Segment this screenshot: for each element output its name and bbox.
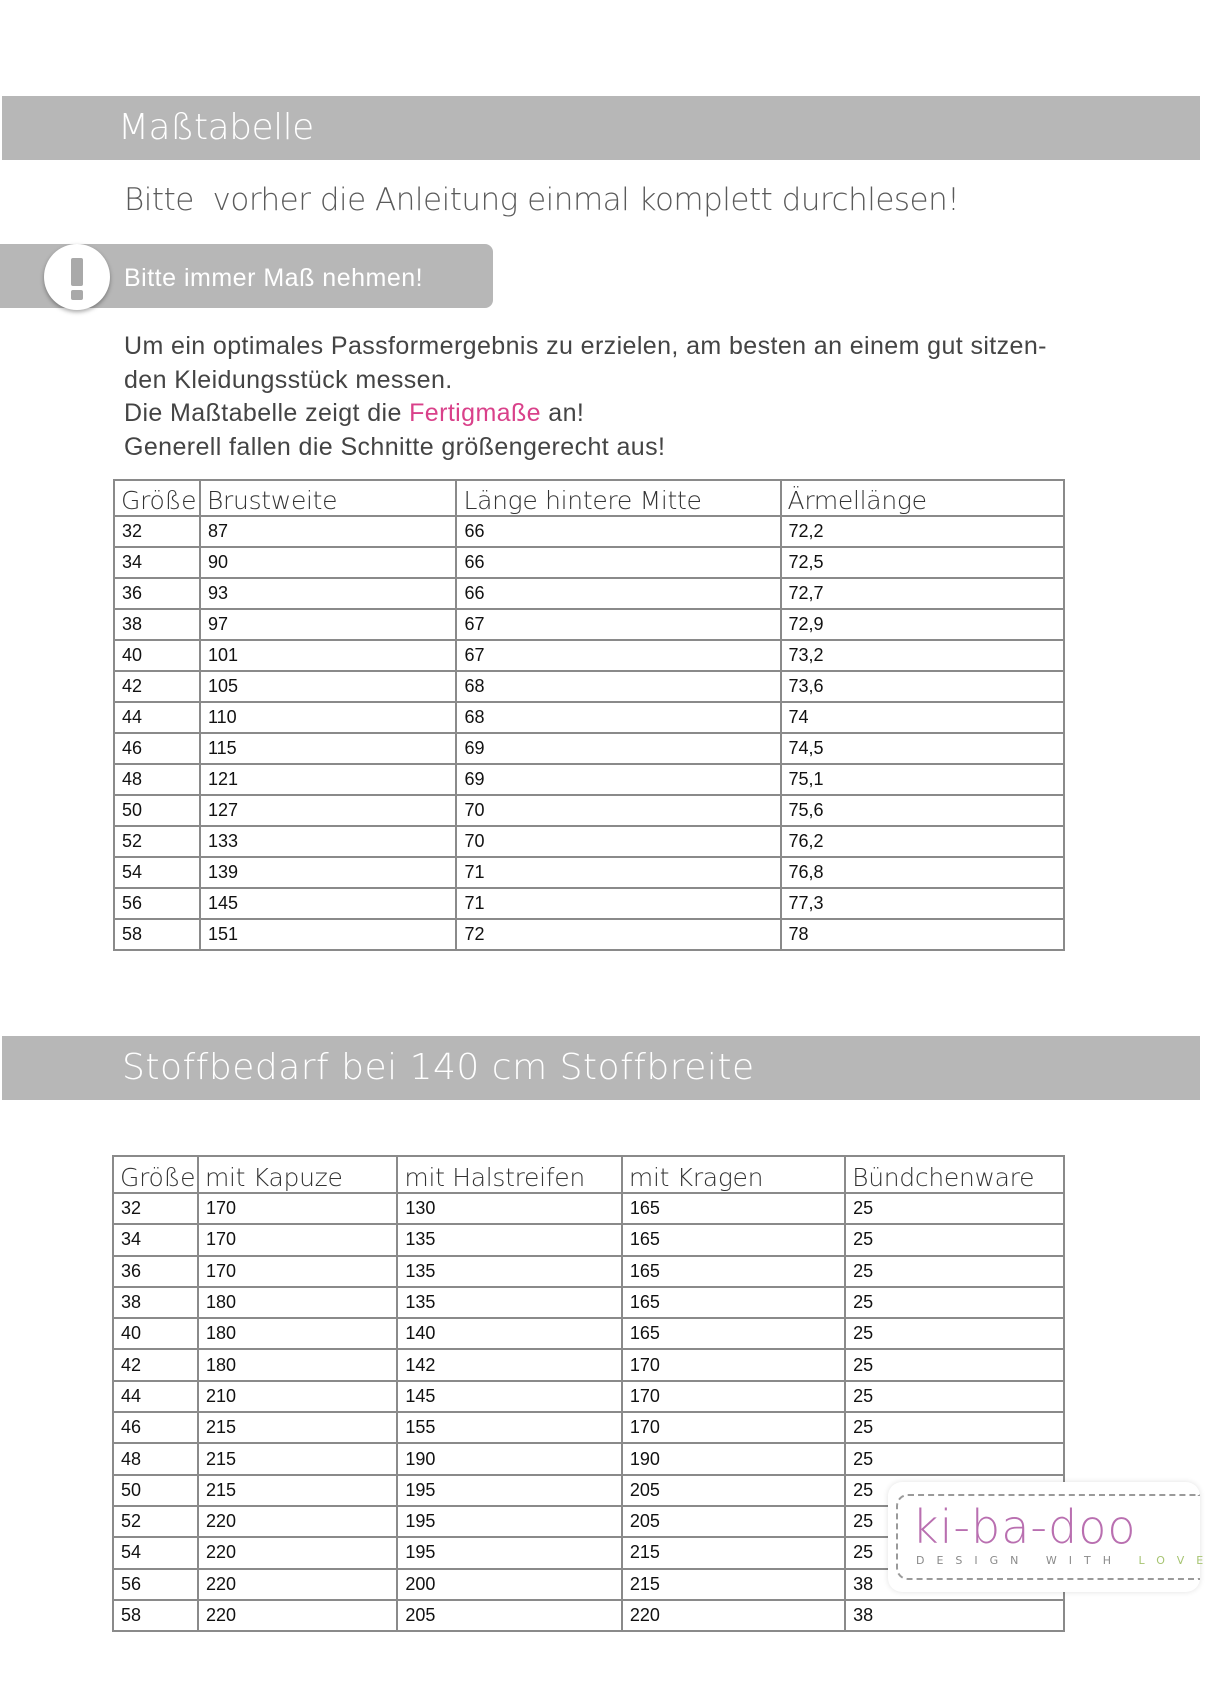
table-row [114,733,1064,764]
column-header: Länge hintere Mitte [456,480,780,516]
table-cell: 38 [114,609,200,640]
table-cell: 75,6 [781,795,1064,826]
table-cell: 72,5 [781,547,1064,578]
section-title: Stoffbedarf bei 140 cm Stoffbreite [122,1047,755,1088]
exclamation-icon [44,244,110,310]
table-cell: 180 [198,1349,397,1380]
logo-tagline [916,1554,1215,1567]
table-cell: 139 [200,857,457,888]
table-cell: 195 [397,1506,622,1537]
table-cell: 40 [113,1318,198,1349]
logo-wordmark: ki-ba-doo [912,1500,1137,1554]
table-cell: 67 [456,609,780,640]
table-row [113,1600,1064,1631]
exclamation-dot [71,290,83,300]
table-cell: 220 [198,1569,397,1600]
table-cell: 127 [200,795,457,826]
table-row [113,1224,1064,1255]
table-cell: 42 [113,1349,198,1380]
table-cell: 78 [781,919,1064,950]
table-cell: 69 [456,733,780,764]
table-cell: 25 [845,1318,1064,1349]
instructions-text: Die Maßtabelle zeigt die [124,399,410,427]
table-cell: 48 [114,764,200,795]
table-cell: 76,2 [781,826,1064,857]
table-cell: 200 [397,1569,622,1600]
notice-text: Bitte immer Maß nehmen! [124,264,424,292]
table-row [113,1193,1064,1224]
table-cell: 25 [845,1381,1064,1412]
table-cell: 165 [622,1193,845,1224]
table-cell: 52 [114,826,200,857]
table-cell: 66 [456,578,780,609]
table-row [113,1381,1064,1412]
table-cell: 71 [456,857,780,888]
table-header-row [113,1156,1064,1193]
table-row [114,764,1064,795]
table-cell: 215 [622,1537,845,1568]
table-cell: 195 [397,1475,622,1506]
table-cell: 50 [113,1475,198,1506]
table-cell: 145 [200,888,457,919]
table-cell: 34 [113,1224,198,1255]
table-cell: 38 [113,1287,198,1318]
column-header: Größe [114,480,200,516]
table-cell: 25 [845,1256,1064,1287]
table-cell: 105 [200,671,457,702]
table-cell: 135 [397,1256,622,1287]
table-cell: 73,2 [781,640,1064,671]
table-cell: 74 [781,702,1064,733]
table-cell: 25 [845,1443,1064,1474]
table-cell: 44 [114,702,200,733]
table-row [114,702,1064,733]
table-cell: 101 [200,640,457,671]
table-cell: 140 [397,1318,622,1349]
table-cell: 215 [198,1443,397,1474]
table-cell: 72,7 [781,578,1064,609]
table-cell: 76,8 [781,857,1064,888]
table-cell: 215 [622,1569,845,1600]
table-row [114,888,1064,919]
table-cell: 48 [113,1443,198,1474]
table-cell: 165 [622,1318,845,1349]
instructions-text: an! [540,399,585,427]
instructions-line: Generell fallen die Schnitte größengerecht aus! [124,432,666,461]
table-cell: 67 [456,640,780,671]
table-cell: 110 [200,702,457,733]
table-cell: 70 [456,826,780,857]
table-cell: 50 [114,795,200,826]
table-cell: 56 [113,1569,198,1600]
table-cell: 66 [456,547,780,578]
table-row [114,516,1064,547]
table-cell: 165 [622,1287,845,1318]
table-cell: 54 [113,1537,198,1568]
table-cell: 135 [397,1287,622,1318]
table-cell: 220 [198,1600,397,1631]
table-cell: 34 [114,547,200,578]
table-row [113,1349,1064,1380]
table-cell: 165 [622,1224,845,1255]
table-header-row [114,480,1064,516]
exclamation-bar [71,258,83,286]
table-cell: 66 [456,516,780,547]
logo-tagline-part: LOVE [1138,1554,1215,1567]
intro-text: Bitte vorher die Anleitung einmal komplett durchlesen! [124,182,960,218]
table-row [114,826,1064,857]
section-title: Maßtabelle [118,107,314,148]
table-cell: 220 [622,1600,845,1631]
column-header: Bündchenware [845,1156,1064,1193]
instructions-line: Um ein optimales Passformergebnis zu erzielen, am besten an einem gut sitzen- [124,332,1047,360]
table-cell: 210 [198,1381,397,1412]
table-cell: 115 [200,733,457,764]
table-cell: 145 [397,1381,622,1412]
table-cell: 73,6 [781,671,1064,702]
table-cell: 135 [397,1224,622,1255]
table-cell: 165 [622,1256,845,1287]
column-header: Größe [113,1156,198,1193]
table-cell: 58 [114,919,200,950]
table-row [114,547,1064,578]
table-row [113,1318,1064,1349]
table-cell: 25 [845,1349,1064,1380]
table-cell: 72,2 [781,516,1064,547]
table-cell: 44 [113,1381,198,1412]
table-cell: 36 [114,578,200,609]
table-cell: 25 [845,1412,1064,1443]
table-cell: 87 [200,516,457,547]
column-header: mit Kragen [622,1156,845,1193]
table-cell: 25 [845,1475,1064,1506]
table-cell: 58 [113,1600,198,1631]
table-cell: 77,3 [781,888,1064,919]
table-cell: 25 [845,1193,1064,1224]
table-cell: 54 [114,857,200,888]
table-row [113,1256,1064,1287]
table-cell: 195 [397,1537,622,1568]
table-cell: 74,5 [781,733,1064,764]
table-row [114,609,1064,640]
table-cell: 180 [198,1318,397,1349]
size-table [113,479,1065,951]
table-row [113,1443,1064,1474]
table-cell: 42 [114,671,200,702]
table-cell: 151 [200,919,457,950]
instructions-line: den Kleidungsstück messen. [124,365,453,394]
table-cell: 72,9 [781,609,1064,640]
table-cell: 170 [198,1224,397,1255]
table-cell: 40 [114,640,200,671]
table-cell: 130 [397,1193,622,1224]
size-table-body [114,480,1064,950]
column-header: mit Halstreifen [397,1156,622,1193]
table-cell: 38 [845,1569,1064,1600]
section-header-fabric [2,1036,1200,1100]
table-cell: 56 [114,888,200,919]
table-cell: 70 [456,795,780,826]
table-cell: 205 [397,1600,622,1631]
table-cell: 220 [198,1506,397,1537]
table-cell: 180 [198,1287,397,1318]
table-row [113,1287,1064,1318]
table-cell: 68 [456,702,780,733]
instructions-line [124,397,1084,431]
table-cell: 32 [113,1193,198,1224]
table-cell: 170 [622,1412,845,1443]
table-cell: 93 [200,578,457,609]
table-row [114,671,1064,702]
table-cell: 170 [622,1381,845,1412]
table-cell: 71 [456,888,780,919]
table-cell: 25 [845,1287,1064,1318]
table-cell: 170 [198,1256,397,1287]
table-cell: 52 [113,1506,198,1537]
table-cell: 205 [622,1475,845,1506]
highlight-text: Fertigmaße [409,399,541,427]
table-cell: 32 [114,516,200,547]
table-cell: 36 [113,1256,198,1287]
table-cell: 133 [200,826,457,857]
table-cell: 155 [397,1412,622,1443]
table-cell: 121 [200,764,457,795]
table-cell: 68 [456,671,780,702]
table-cell: 190 [622,1443,845,1474]
logo-tagline-part: DESIGN WITH [916,1554,1139,1567]
table-cell: 25 [845,1224,1064,1255]
brand-logo [888,1482,1215,1592]
table-cell: 72 [456,919,780,950]
table-cell: 142 [397,1349,622,1380]
table-cell: 75,1 [781,764,1064,795]
table-cell: 69 [456,764,780,795]
table-cell: 170 [622,1349,845,1380]
table-row [114,795,1064,826]
section-header-measurements [2,96,1200,160]
table-cell: 215 [198,1412,397,1443]
table-row [114,640,1064,671]
table-row [113,1412,1064,1443]
column-header: mit Kapuze [198,1156,397,1193]
table-cell: 170 [198,1193,397,1224]
table-cell: 25 [845,1506,1064,1537]
table-row [114,857,1064,888]
table-cell: 25 [845,1537,1064,1568]
table-cell: 46 [113,1412,198,1443]
table-cell: 90 [200,547,457,578]
table-cell: 215 [198,1475,397,1506]
column-header: Ärmellänge [781,480,1064,516]
table-cell: 220 [198,1537,397,1568]
table-cell: 38 [845,1600,1064,1631]
table-cell: 97 [200,609,457,640]
column-header: Brustweite [200,480,457,516]
table-row [114,919,1064,950]
instructions-paragraph [124,330,1084,464]
table-row [114,578,1064,609]
table-cell: 205 [622,1506,845,1537]
table-cell: 190 [397,1443,622,1474]
table-cell: 46 [114,733,200,764]
